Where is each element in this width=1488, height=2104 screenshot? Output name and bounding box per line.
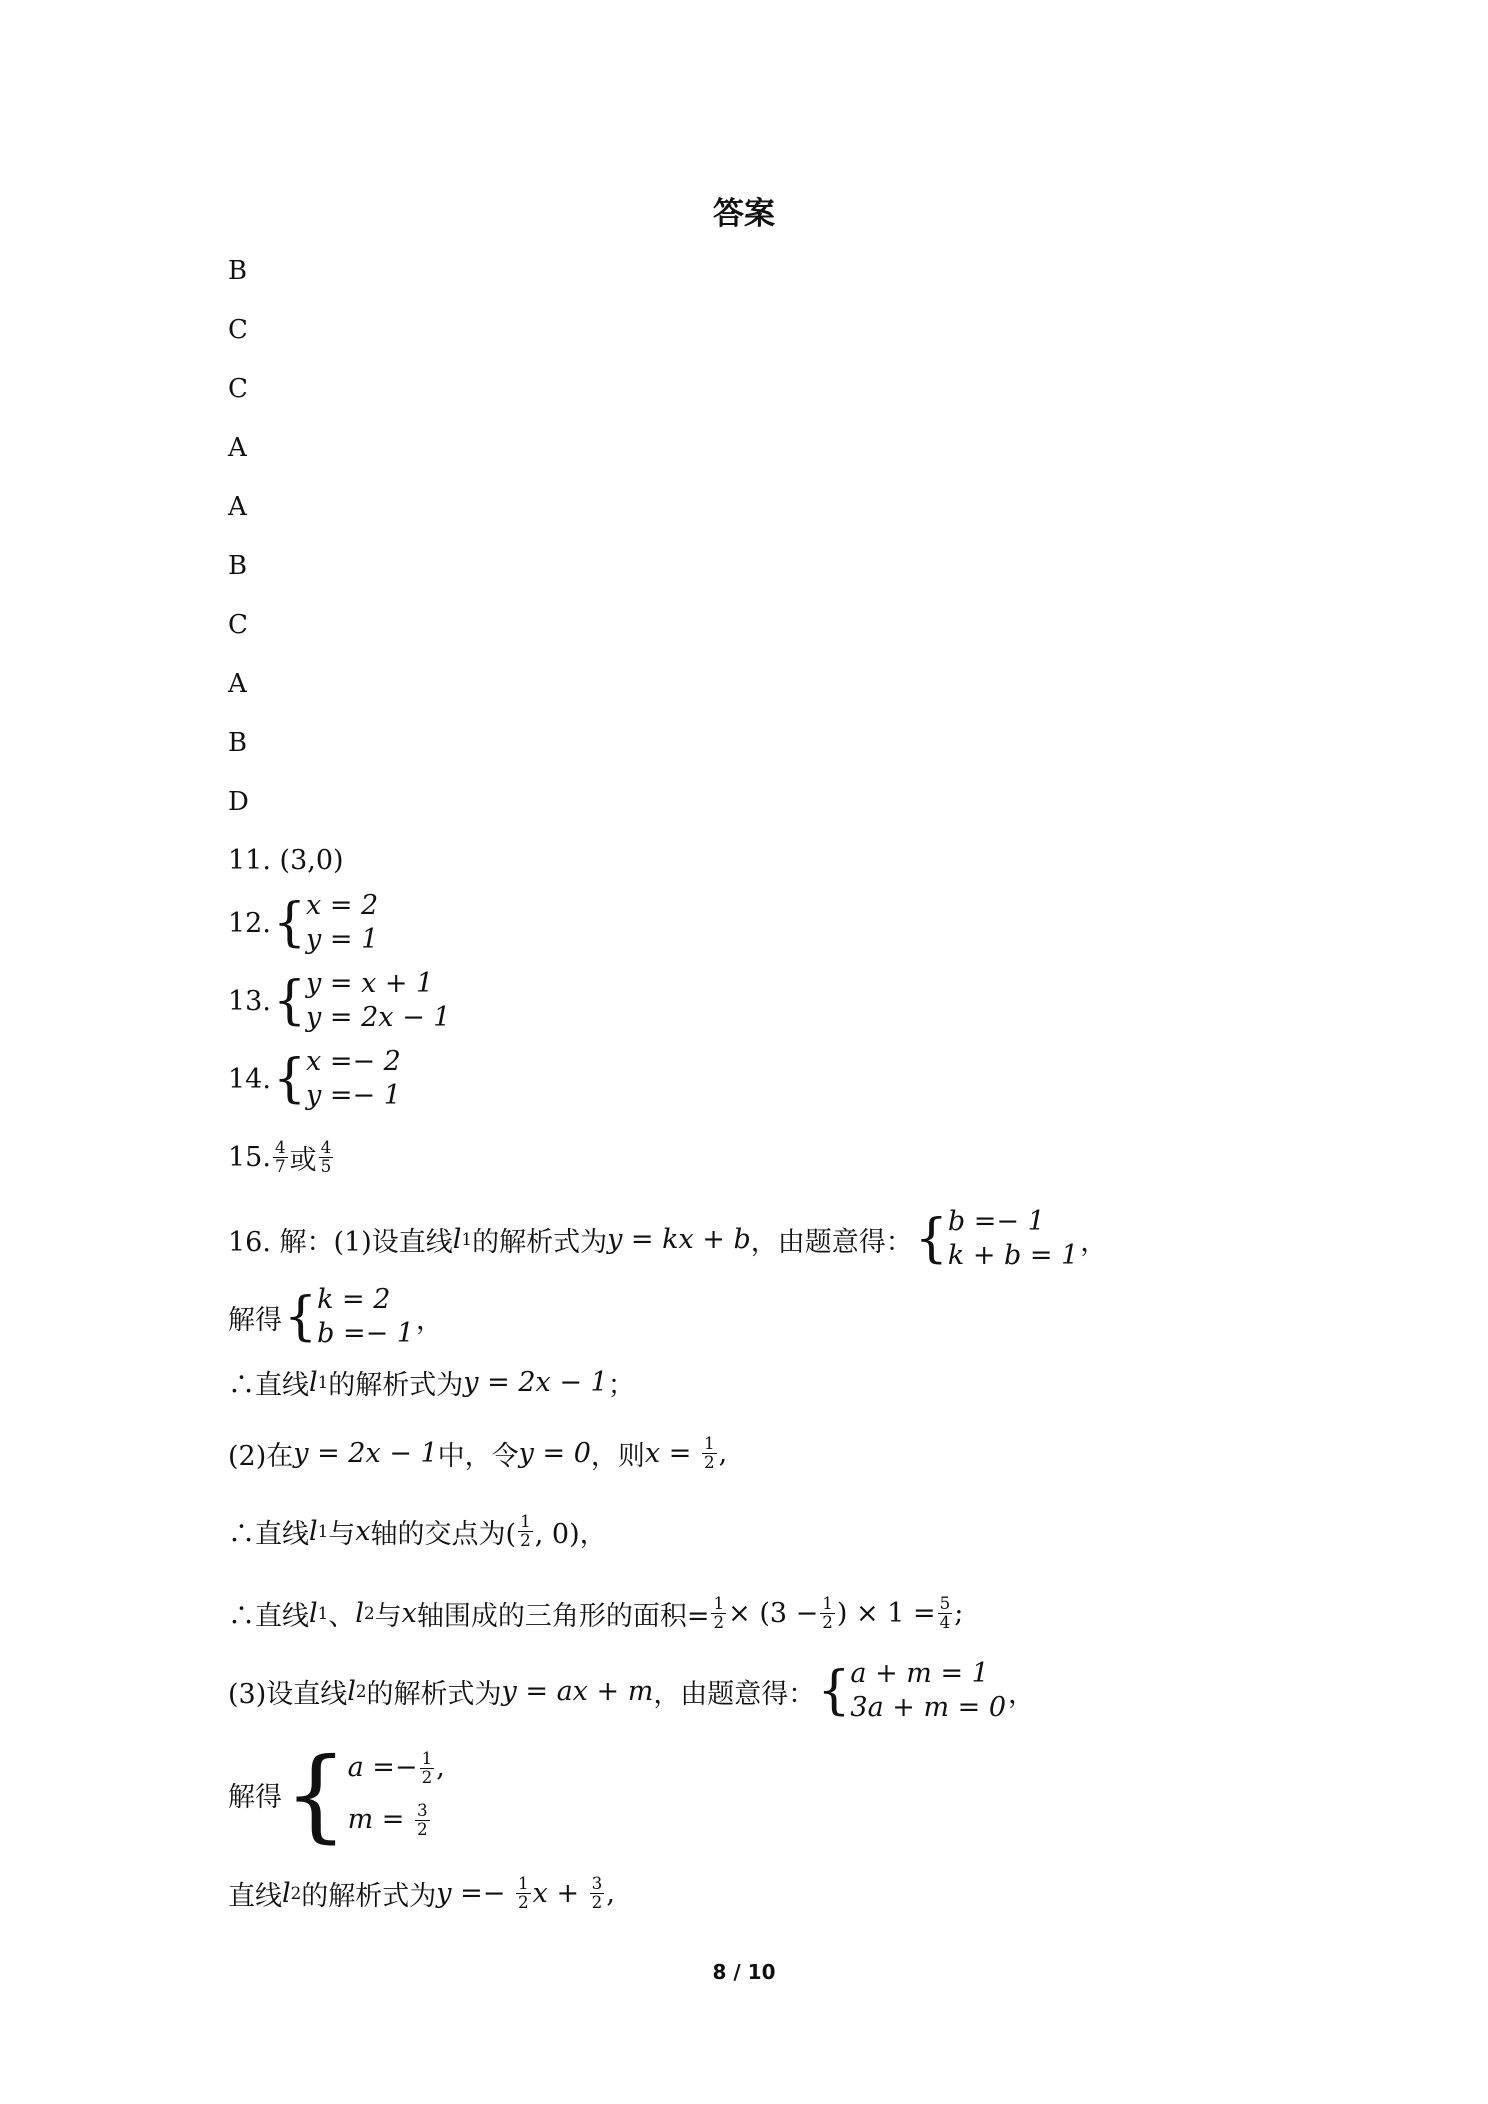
equation-system: { a =− $\frac{1}{2}$ , m = $\frac{3}{2}$ bbox=[284, 1735, 445, 1853]
answer-8: A bbox=[228, 669, 247, 699]
solution-16-line-2: 解得 { k = 2 b =− 1 ， bbox=[228, 1284, 443, 1349]
answer-14: 14. { x =− 2 y =− 1 bbox=[228, 1046, 401, 1111]
solution-16-line-8: 解得 { a =− $\frac{1}{2}$ , m = $\frac{3}{2}$ bbox=[228, 1735, 445, 1853]
solution-16-line-5: ∴直线 l 1 与 x 轴的交点为( $\frac{1}{2}$ , 0)， bbox=[228, 1510, 607, 1550]
solution-16-line-9: 直线 l 2 的解析式为 y =− $\frac{1}{2}$ x + $\frac{3}{2}$ , bbox=[228, 1872, 615, 1912]
answer-7: C bbox=[228, 610, 248, 640]
equation-system: { y = x + 1 y = 2x − 1 bbox=[272, 968, 451, 1033]
solution-16-line-4: (2)在 y = 2x − 1 中，令 y = 0 ，则 x = $\frac{1}{2}$ , bbox=[228, 1432, 728, 1472]
answer-2: C bbox=[228, 315, 248, 345]
page-title: 答案 bbox=[713, 196, 775, 232]
fraction: $\frac{4}{5}$ bbox=[320, 1136, 332, 1176]
solution-16-line-6: ∴直线 l 1 、 l 2 与 x 轴围成的三角形的面积= $\frac{1}{2}$ × (3 − $\frac{1}{2}$ ) × 1 = $\frac{5}{4}$ ; bbox=[228, 1592, 964, 1632]
answer-5: A bbox=[228, 492, 247, 522]
fraction: $\frac{1}{2}$ bbox=[520, 1510, 531, 1550]
answer-10: D bbox=[228, 787, 249, 817]
answer-15: 15. $\frac{4}{7}$ 或 $\frac{4}{5}$ bbox=[228, 1136, 332, 1176]
equation-system: { k = 2 b =− 1 bbox=[284, 1284, 414, 1349]
solution-16-line-3: ∴直线 l 1 的解析式为 y = 2x − 1 ； bbox=[228, 1366, 635, 1401]
answer-11: 11. (3,0) bbox=[228, 844, 344, 876]
equation-system: { x = 2 y = 1 bbox=[272, 890, 379, 955]
fraction: $\frac{1}{2}$ bbox=[822, 1592, 833, 1632]
solution-16-line-1: 16. 解：(1)设直线 l 1 的解析式为 y = kx + b ，由题意得： { b =− 1 k + b = 1 ， bbox=[228, 1206, 1108, 1271]
answer-3: C bbox=[228, 374, 248, 404]
equation-system: { b =− 1 k + b = 1 bbox=[914, 1206, 1079, 1271]
page-number: 8 / 10 bbox=[712, 1960, 776, 1984]
fraction: $\frac{3}{2}$ bbox=[591, 1872, 603, 1912]
fraction: $\frac{4}{7}$ bbox=[274, 1136, 286, 1176]
answer-4: A bbox=[228, 433, 247, 463]
answer-6: B bbox=[228, 551, 248, 581]
answer-1: B bbox=[228, 256, 248, 286]
solution-16-line-7: (3)设直线 l 2 的解析式为 y = ax + m ，由题意得： { a + m = 1 3a + m = 0 ， bbox=[228, 1658, 1036, 1723]
answer-13: 13. { y = x + 1 y = 2x − 1 bbox=[228, 968, 451, 1033]
equation-system: { a + m = 1 3a + m = 0 bbox=[817, 1658, 1007, 1723]
answer-9: B bbox=[228, 728, 248, 758]
answer-12: 12. { x = 2 y = 1 bbox=[228, 890, 379, 955]
fraction: $\frac{1}{2}$ bbox=[713, 1592, 725, 1632]
fraction: $\frac{1}{2}$ bbox=[517, 1872, 529, 1912]
fraction: $\frac{1}{2}$ bbox=[703, 1432, 715, 1472]
equation-system: { x =− 2 y =− 1 bbox=[272, 1046, 401, 1111]
fraction: $\frac{5}{4}$ bbox=[939, 1592, 951, 1632]
